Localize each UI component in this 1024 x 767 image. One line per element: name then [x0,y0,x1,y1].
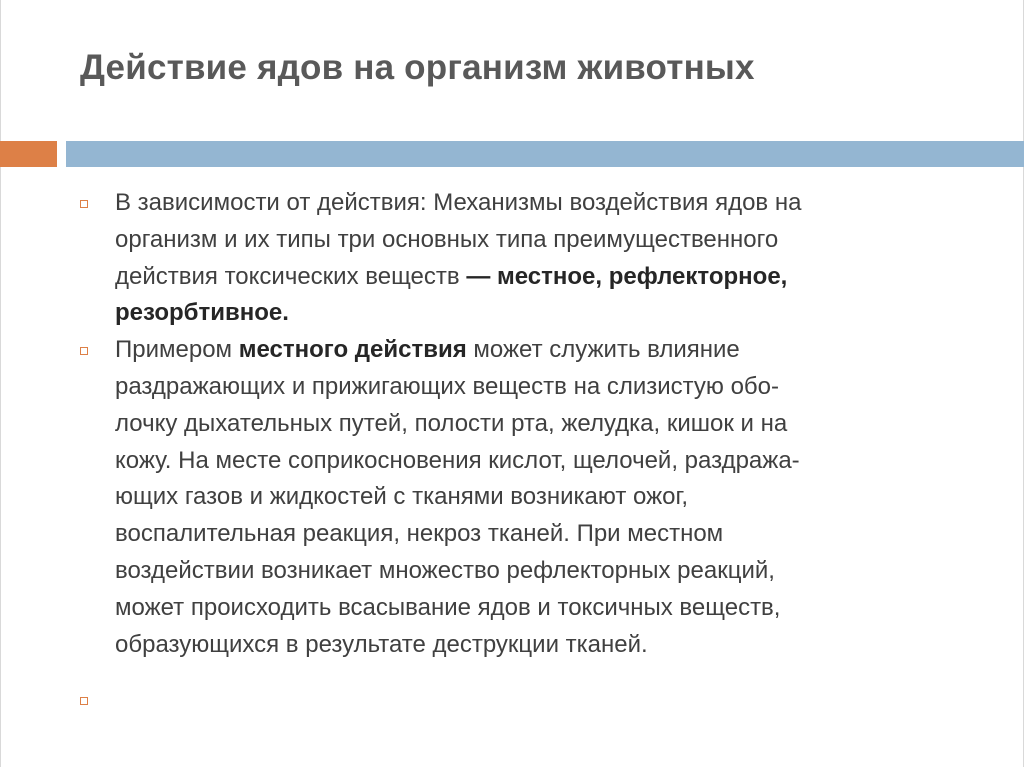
bullet-2-line-6: воспалительная реакция, некроз тканей. При местном [115,520,724,548]
bullet-item-2 [77,332,977,663]
bullet-2-line-8: может происходить всасывание ядов и токсичных веществ, [115,593,781,621]
title-divider-bar [66,141,1024,167]
bullet-2-line-4: кожу. На месте соприкосновения кислот, щелочей, раздража- [115,446,800,474]
bullet-2-bold-1: местного действия [238,336,467,364]
bullet-1-bold-4: резорбтивное. [115,299,289,327]
bullet-item-3-empty [80,697,92,709]
bullet-item-1 [77,185,977,332]
bullet-2-line-3: лочку дыхательных путей, полости рта, желудка, кишок и на [115,409,788,437]
slide-title: Действие ядов на организм животных [80,48,755,87]
square-bullet-icon [80,347,88,355]
slide-body [77,185,977,663]
slide-frame-left [0,0,1,767]
bullet-1-line-1: В зависимости от действия: Механизмы воздействия ядов на [115,189,802,216]
square-bullet-icon [80,200,88,208]
title-accent-bar [0,141,57,167]
bullet-1-line-3: действия токсических веществ [115,262,467,290]
bullet-1-line-2: организм и их типы три основных типа преимущественного [115,225,779,253]
bullet-2-line-1a: Примером [115,336,239,364]
bullet-2-line-9: образующихся в результате деструкции тканей. [115,630,648,658]
bullet-2-line-7: воздействии возникает множество рефлекторных реакций, [115,556,775,584]
bullet-2-line-5: ющих газов и жидкостей с тканями возникают ожог, [115,483,688,511]
bullet-2-line-1b: может служить влияние [466,336,740,364]
square-bullet-icon [80,697,88,705]
bullet-2-line-2: раздражающих и прижигающих веществ на слизистую обо- [115,372,780,400]
bullet-1-bold-3: — местное, рефлекторное, [466,262,788,290]
